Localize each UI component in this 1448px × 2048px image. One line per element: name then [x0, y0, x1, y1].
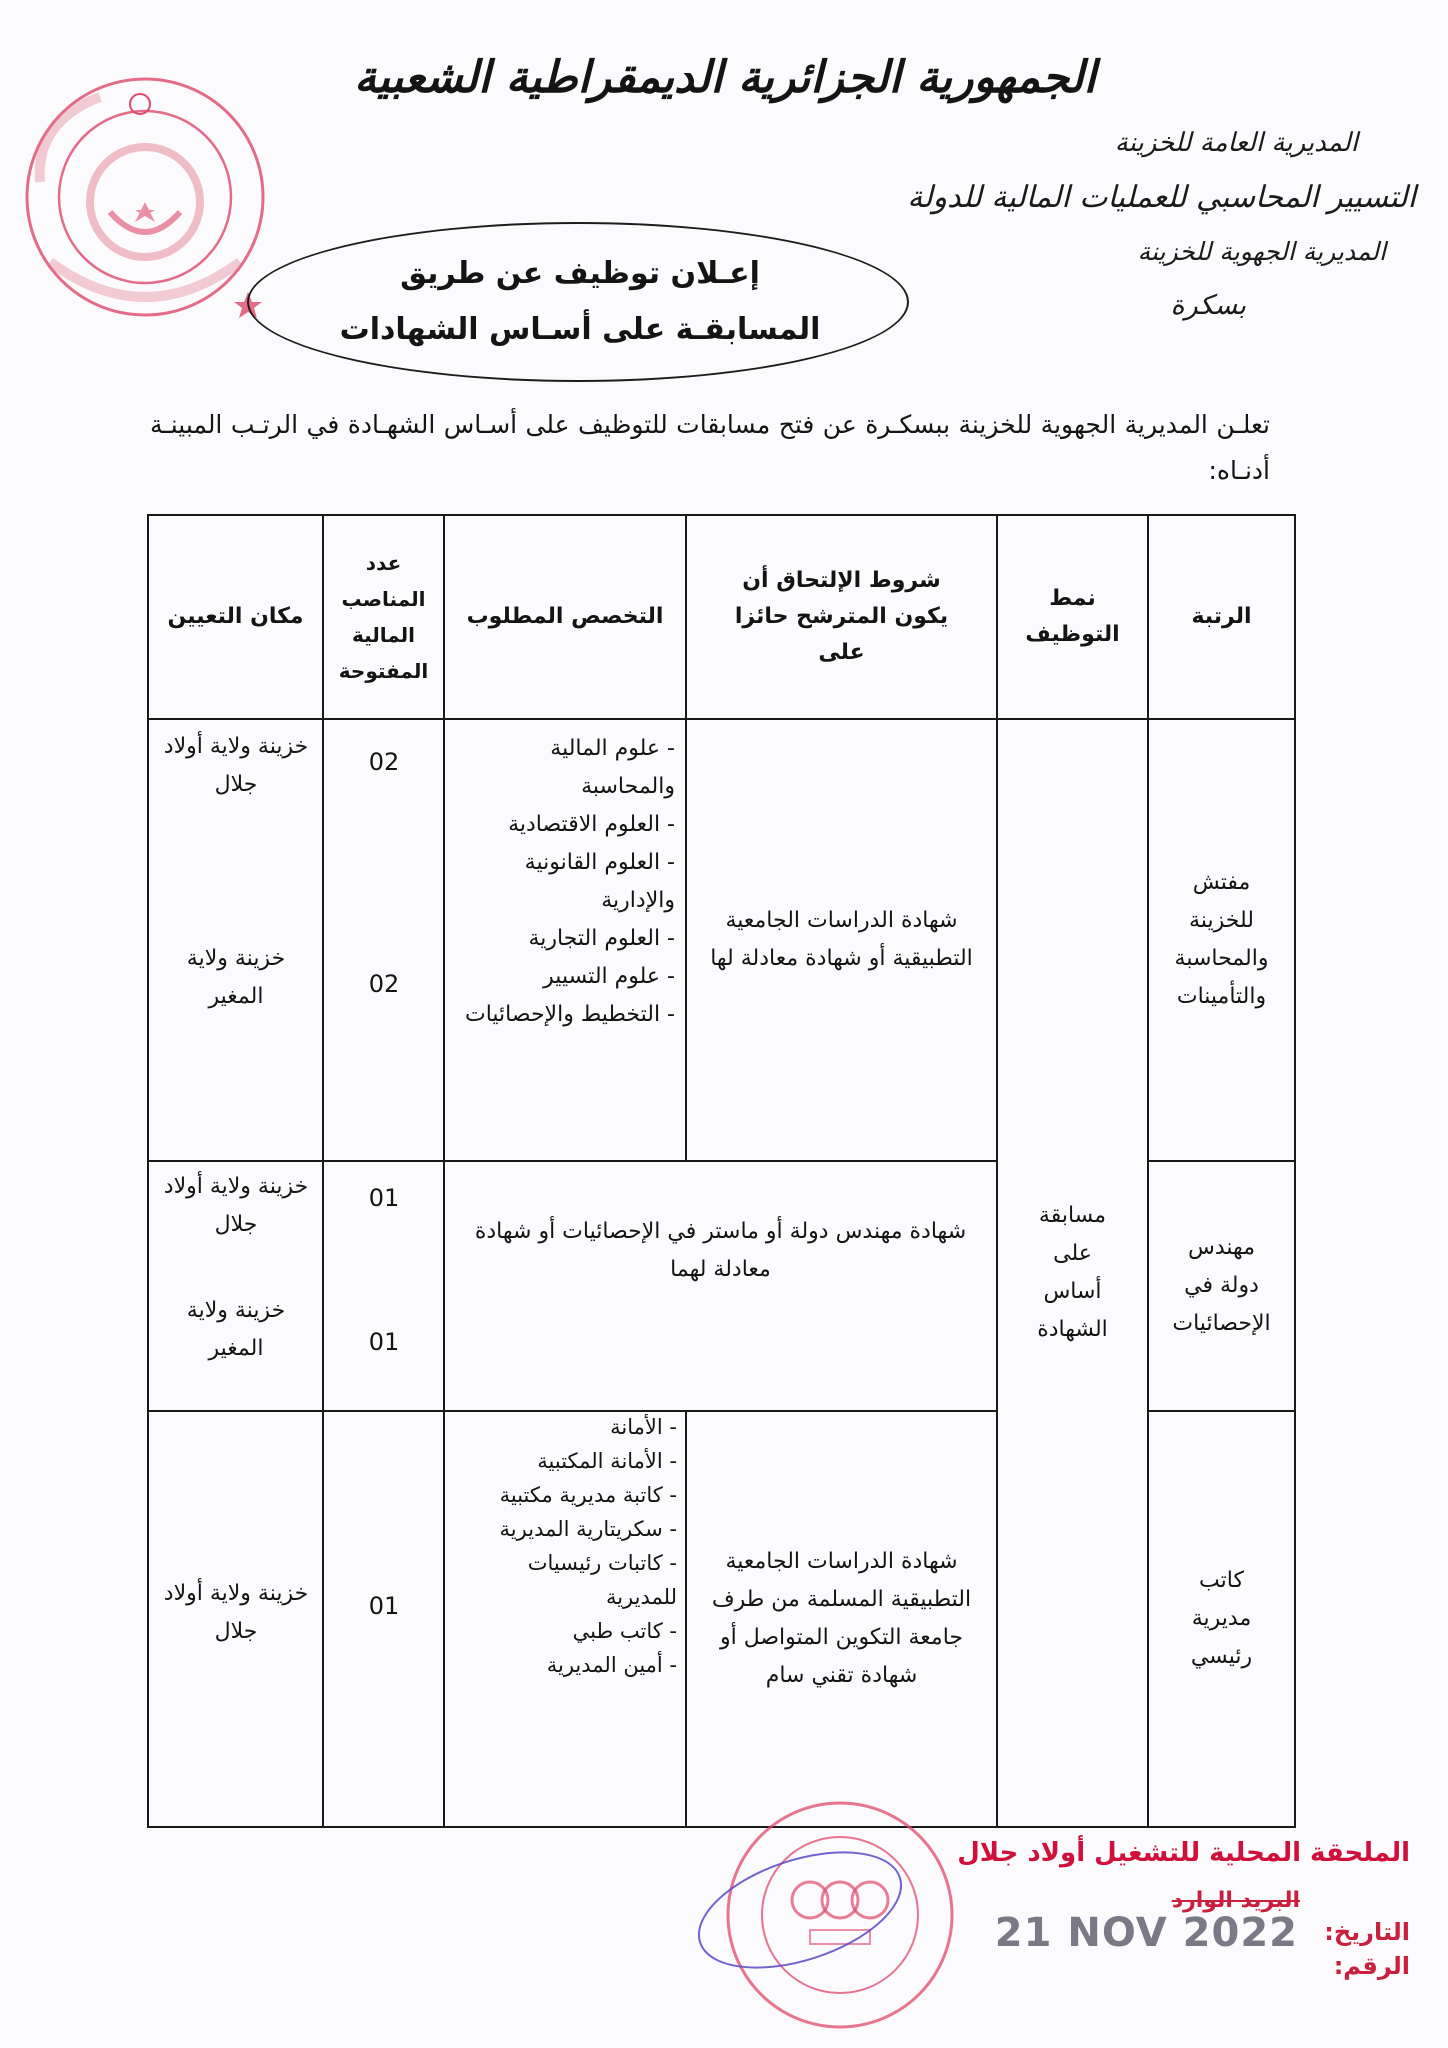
row1-condition: شهادة الدراسات الجامعية التطبيقية أو شهادة معادلة لها	[710, 908, 973, 971]
posts-value: 01	[368, 1184, 400, 1212]
official-seal-stamp	[10, 62, 280, 332]
row3-condition: شهادة الدراسات الجامعية التطبيقية المسلمة من طرف جامعة التكوين المتواصل أو شهادة تقني سام	[711, 1549, 972, 1688]
header-specialty: التخصص المطلوب	[466, 604, 664, 629]
specialty-item: - علوم المالية والمحاسبة	[550, 736, 675, 799]
row3-specialties	[473, 1410, 677, 1682]
receipt-mail-label: البريد الوارد	[1171, 1888, 1300, 1913]
row1-specialties	[457, 730, 675, 1034]
specialty-item: - كاتب طبي	[572, 1619, 677, 1643]
anem-stamp	[690, 1790, 990, 2040]
receipt-date-value: 21 NOV 2022	[994, 1910, 1298, 1956]
specialty-item: - العلوم القانونية والإدارية	[524, 850, 675, 913]
admin-line-1: المديرية العامة للخزينة	[1114, 128, 1358, 158]
place-value: خزينة ولاية المغير	[186, 1298, 286, 1361]
receipt-org: الملحقة المحلية للتشغيل أولاد جلال	[957, 1838, 1410, 1868]
place-value: خزينة ولاية المغير	[186, 946, 286, 1009]
announcement-title	[300, 246, 860, 358]
specialty-item: - كاتبات رئيسيات للمديرية	[527, 1551, 677, 1609]
place-value: خزينة ولاية أولاد جلال	[163, 1581, 309, 1644]
specialty-item: - كاتبة مديرية مكتبية	[499, 1483, 677, 1507]
specialty-item: - الأمانة المكتبية	[537, 1449, 677, 1473]
header-rank: الرتبة	[1191, 604, 1252, 629]
specialty-item: - الأمانة	[610, 1415, 677, 1439]
posts-value: 02	[368, 748, 400, 776]
recruitment-mode: مسابقة على أساس الشهادة	[1037, 1203, 1108, 1342]
header-posts: عدد المناصب المالية المفتوحة	[338, 551, 429, 683]
receipt-number-label: الرقم:	[1333, 1952, 1410, 1980]
specialty-item: - أمين المديرية	[546, 1653, 677, 1677]
announcement-line-1: إعـلان توظيف عن طريق	[400, 256, 760, 291]
place-value: خزينة ولاية أولاد جلال	[163, 1174, 309, 1237]
specialty-item: - التخطيط والإحصائيات	[465, 1002, 675, 1027]
specialty-item: - علوم التسيير	[543, 964, 675, 989]
specialty-item: - العلوم الاقتصادية	[508, 812, 675, 837]
receipt-date-label: التاريخ:	[1324, 1918, 1410, 1946]
receipt-stamp	[950, 1830, 1420, 1990]
admin-line-4: بسكرة	[1170, 290, 1246, 321]
row2-rank: مهندس دولة في الإحصائيات	[1172, 1235, 1271, 1336]
row1-rank: مفتش للخزينة والمحاسبة والتأمينات	[1174, 870, 1269, 1009]
specialty-item: - العلوم التجارية	[528, 926, 675, 951]
admin-line-3: المديرية الجهوية للخزينة	[1137, 237, 1386, 266]
announcement-line-2: المسابقـة على أسـاس الشهادات	[339, 312, 821, 347]
row3-rank: كاتب مديرية رئيسي	[1190, 1568, 1253, 1669]
header-conditions: شروط الإلتحاق أن يكون المترشح حائزا على	[734, 568, 949, 665]
row2-condition: شهادة مهندس دولة أو ماستر في الإحصائيات أو شهادة معادلة لهما	[474, 1219, 967, 1282]
admin-header	[907, 128, 1416, 321]
header-place: مكان التعيين	[167, 604, 304, 629]
specialty-item: - سكريتارية المديرية	[499, 1517, 677, 1541]
header-mode: نمط التوظيف	[1025, 586, 1120, 647]
posts-value: 01	[368, 1328, 400, 1356]
place-value: خزينة ولاية أولاد جلال	[163, 734, 309, 797]
posts-value: 02	[368, 970, 400, 998]
positions-table	[147, 514, 1296, 1828]
posts-value: 01	[368, 1592, 400, 1620]
intro-paragraph: تعلـن المديرية الجهوية للخزينة ببسكـرة عن فتح مسابقات للتوظيف على أسـاس الشهـادة في الرتـب المبينـة أدنـاه:	[150, 410, 1270, 485]
republic-title: الجمهورية الجزائرية الديمقراطية الشعبية	[354, 52, 1096, 103]
admin-line-2: التسيير المحاسبي للعمليات المالية للدولة	[907, 180, 1416, 215]
